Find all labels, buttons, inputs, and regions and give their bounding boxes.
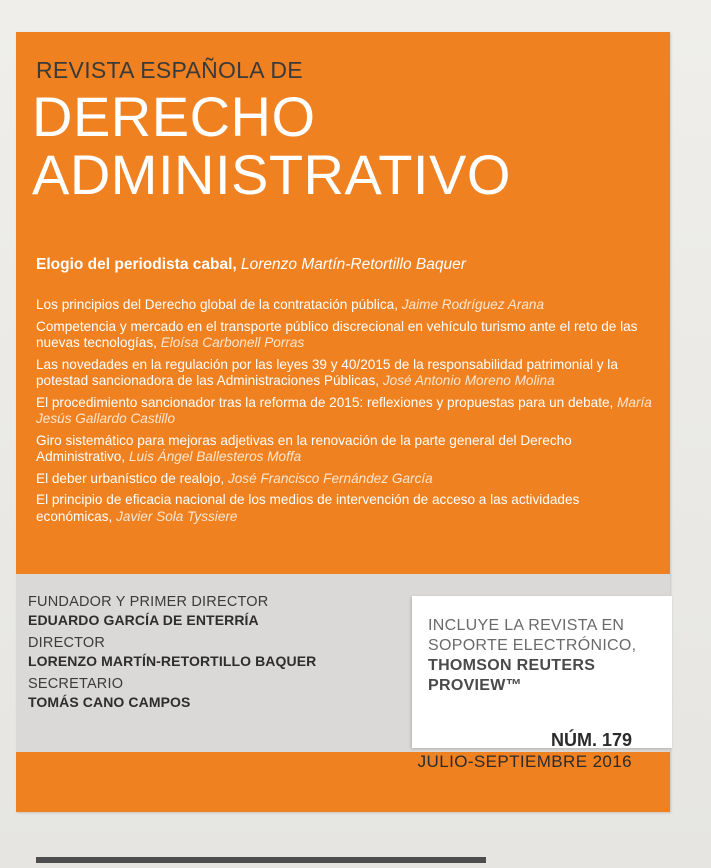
article-author: Javier Sola Tyssiere (116, 508, 238, 524)
article-item (36, 433, 656, 466)
article-title: El principio de eficacia nacional de los medios de intervención de acceso a las actividades económicas, (36, 492, 580, 524)
article-author: Jaime Rodríguez Arana (401, 297, 545, 312)
issue-period: JULIO-SEPTIEMBRE 2016 (417, 752, 632, 771)
journal-cover (16, 32, 670, 812)
article-title: Las novedades en la regulación por las leyes 39 y 40/2015 de la responsabilidad patrimonial y la potestad sancionadora de las Administraciones Públicas, (36, 356, 618, 388)
article-title: Competencia y mercado en el transporte público discrecional en vehículo turismo ante el reto de las nuevas tecnologías, (36, 318, 638, 350)
article-title: Los principios del Derecho global de la contratación pública, (36, 297, 398, 312)
issue-info (418, 729, 632, 773)
bottom-divider (36, 857, 486, 863)
article-item (36, 319, 656, 352)
journal-title-line1: DERECHO (32, 85, 316, 148)
founder-role: FUNDADOR Y PRIMER DIRECTOR (28, 594, 269, 610)
promo-text (428, 616, 664, 696)
article-list (36, 297, 656, 530)
feature-article-author: Lorenzo Martín-Retortillo Baquer (241, 256, 466, 273)
article-item (36, 297, 656, 314)
issue-number: NÚM. 179 (550, 730, 632, 750)
article-item (36, 395, 656, 428)
article-item (36, 471, 656, 488)
staff-credits (28, 594, 408, 717)
staff-band (16, 574, 670, 752)
secretary-name: TOMÁS CANO CAMPOS (28, 694, 191, 710)
promo-brand1: THOMSON REUTERS (428, 657, 596, 674)
promo-line2: SOPORTE ELECTRÓNICO, (428, 637, 637, 654)
article-author: José Antonio Moreno Molina (382, 373, 555, 388)
article-author: María Jesús Gallardo Castillo (36, 394, 652, 426)
article-title: El procedimiento sancionador tras la reforma de 2015: reflexiones y propuestas para un debate, (36, 394, 614, 410)
feature-article-title: Elogio del periodista cabal, (36, 256, 237, 273)
article-item (36, 492, 656, 525)
article-title: Giro sistemático para mejoras adjetivas en la renovación de la parte general del Derecho Administrativo, (36, 432, 572, 464)
director-name: LORENZO MARTÍN-RETORTILLO BAQUER (28, 653, 317, 669)
journal-title (32, 85, 511, 206)
article-author: Eloísa Carbonell Porras (160, 335, 305, 350)
secretary-role: SECRETARIO (28, 676, 124, 692)
feature-article (36, 256, 466, 274)
article-title: El deber urbanístico de realojo, (36, 470, 225, 486)
proview-promo-box (412, 596, 672, 748)
director-role: DIRECTOR (28, 635, 106, 651)
promo-line1: INCLUYE LA REVISTA EN (428, 617, 625, 634)
journal-title-line2: ADMINISTRATIVO (32, 143, 511, 206)
promo-brand2: PROVIEW™ (428, 677, 522, 694)
article-author: José Francisco Fernández García (227, 470, 433, 486)
journal-pre-title: REVISTA ESPAÑOLA DE (36, 57, 303, 83)
article-item (36, 357, 656, 390)
founder-name: EDUARDO GARCÍA DE ENTERRÍA (28, 612, 259, 628)
article-author: Luis Ángel Ballesteros Moffa (128, 449, 302, 464)
